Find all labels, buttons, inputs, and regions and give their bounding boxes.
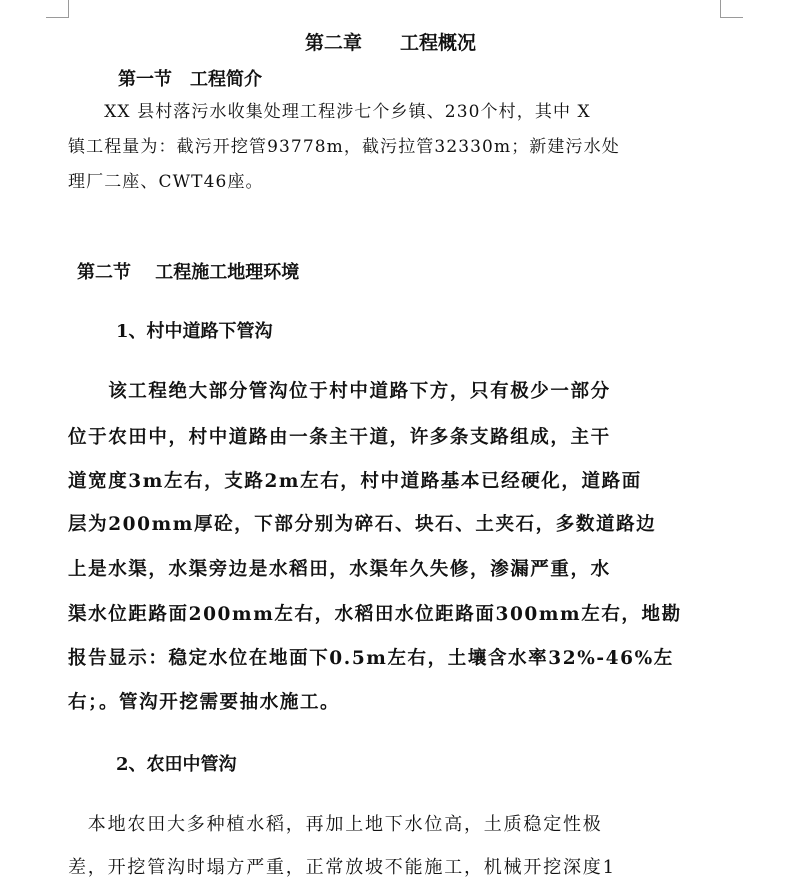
paragraph-line: XX 县村落污水收集处理工程涉七个乡镇、230个村，其中 X bbox=[68, 102, 591, 122]
paragraph-line: 本地农田大多种植水稻，再加上地下水位高，土质稳定性极 bbox=[68, 814, 603, 835]
section-2-heading: 第二节 工程施工地理环境 bbox=[77, 262, 300, 283]
page-corner-mark-right bbox=[720, 0, 743, 18]
paragraph-line: 差，开挖管沟时塌方严重，正常放坡不能施工，机械开挖深度1 bbox=[68, 857, 616, 878]
section-1-heading: 第一节 工程简介 bbox=[118, 69, 262, 90]
paragraph-line: 位于农田中，村中道路由一条主干道，许多条支路组成，主干 bbox=[68, 427, 611, 448]
chapter-title: 第二章 工程概况 bbox=[305, 32, 477, 54]
paragraph-line: 上是水渠，水渠旁边是水稻田，水渠年久失修，渗漏严重，水 bbox=[68, 559, 611, 580]
paragraph-line: 报告显示：稳定水位在地面下0.5m左右，土壤含水率32%-46%左 bbox=[68, 648, 674, 669]
paragraph-line: 层为200mm厚砼，下部分别为碎石、块石、土夹石，多数道路边 bbox=[68, 514, 657, 535]
subsection-1-heading: 1、村中道路下管沟 bbox=[116, 321, 273, 342]
paragraph-line: 镇工程量为：截污开挖管93778m，截污拉管32330m；新建污水处 bbox=[68, 137, 620, 157]
paragraph-line: 该工程绝大部分管沟位于村中道路下方，只有极少一部分 bbox=[68, 381, 611, 402]
subsection-2-heading: 2、农田中管沟 bbox=[116, 754, 237, 775]
paragraph-line: 渠水位距路面200mm左右，水稻田水位距路面300mm左右，地勘 bbox=[68, 604, 682, 625]
paragraph-line: 右；。管沟开挖需要抽水施工。 bbox=[68, 692, 341, 713]
paragraph-line: 理厂二座、CWT46座。 bbox=[68, 172, 264, 192]
paragraph-line: 道宽度3m左右，支路2m左右，村中道路基本已经硬化，道路面 bbox=[68, 471, 642, 492]
page-corner-mark-left bbox=[46, 0, 69, 18]
